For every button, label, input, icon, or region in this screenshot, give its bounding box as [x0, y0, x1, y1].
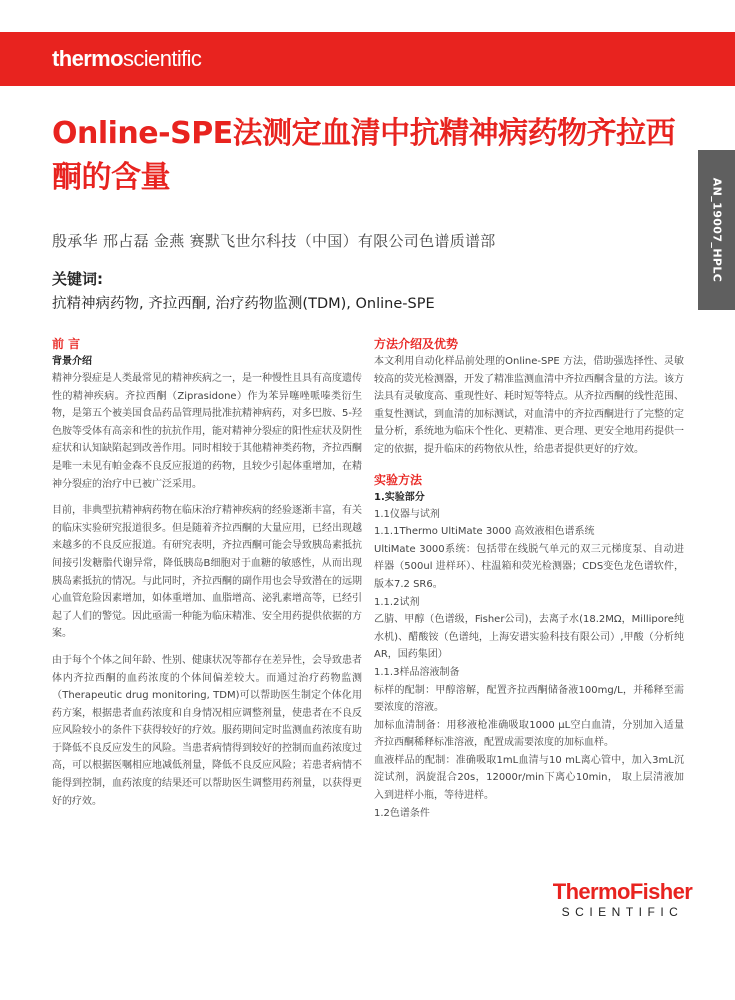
sample-prep-item: 加标血清制备：用移液枪准确吸取1000 μL空白血清，分别加入适量齐拉西酮稀释标准溶液，配置成需要浓度的加标血样。 [374, 719, 684, 749]
app-note-side-tab [698, 150, 735, 310]
experimental-methods-heading: 实验方法 [374, 472, 423, 487]
header-bar [0, 32, 735, 86]
left-column [52, 335, 362, 810]
keywords-label: 关键词: [52, 270, 103, 288]
brand-light: scientific [122, 46, 202, 71]
experimental-part-heading: 1.实验部分 [374, 491, 425, 503]
method-intro-paragraph: 本文利用自动化样品前处理的Online-SPE 方法，借助强选择性、灵敏较高的荧光检测器，开发了精准监测血清中齐拉西酮含量的方法。该方法具有灵敏度高、重现性好、耗时短等特点。从齐拉西酮的线性范围、重复性测试，到血清的加标测试，对血清中的齐拉西酮进行了完整的定量分析，系统地为临床个性化、更精准、更合理、更安全地用药提供一定的依据，提升临床的药物依从性，给患者提供更好的疗效。 [374, 356, 684, 455]
logo-line-1: ThermoFisher [552, 879, 693, 904]
section-1-1-2-text: 乙腈、甲醇（色谱级，Fisher公司)，去离子水(18.2MΩ，Millipore纯水机)、醋酸铵（色谱纯，上海安谱实验科技有限公司）,甲酸（分析纯AR，国药集团） [374, 614, 684, 661]
page-title: Online-SPE法测定血清中抗精神病药物齐拉西酮的含量 [52, 116, 676, 195]
background-subheading: 背景介绍 [52, 356, 92, 367]
background-paragraph-3: 由于每个个体之间年龄、性别、健康状况等都存在差异性，会导致患者体内齐拉西酮的血药浓度的个体间偏差较大。而通过治疗药物监测（Therapeutic drug monitoring, TDM)可以帮助医生制定个体化用药方案，根据患者血药浓度和自身情况相应调整剂量，使患者在不良反应风险较小的条件下获得较好的疗效。服药期间定时监测血药浓度有助于降低不良反应发生的风险。当患者病情得到较好的控制而血药浓度过高，可以根据医嘱相应地减低剂量，降低不良反应风险；若患者病情不能得到控制，血药浓度的结果还可以帮助医生调整用药剂量，以获得更好的疗效。 [52, 654, 362, 807]
section-1-1: 1.1仪器与试剂 [374, 508, 440, 520]
brand-bold: thermo [52, 46, 123, 71]
section-1-1-3: 1.1.3样品溶液制备 [374, 666, 460, 678]
section-1-1-1: 1.1.1Thermo UltiMate 3000 高效液相色谱系统 [374, 526, 595, 538]
right-column [374, 335, 684, 822]
section-1-2: 1.2色谱条件 [374, 807, 430, 819]
side-tab-label: AN_19007_HPLC [710, 177, 723, 283]
keywords-text: 抗精神病药物, 齐拉西酮, 治疗药物监测(TDM), Online-SPE [52, 296, 435, 312]
thermo-fisher-logo [540, 880, 705, 920]
section-1-1-1-text: UltiMate 3000系统：包括带在线脱气单元的双三元梯度泵、自动进样器（500ul 进样环）、柱温箱和荧光检测器；CDS变色龙色谱软件，版本7.2 SR6。 [374, 543, 684, 590]
sample-prep-item: 血液样品的配制：准确吸取1mL血清与10 mL离心管中，加入3mL沉淀试剂，涡旋混合20s，12000r/min下离心10min， 取上层清液加入到进样小瓶，等待进样。 [374, 754, 684, 802]
sample-prep-item: 标样的配制：甲醇溶解，配置齐拉西酮储备液100mg/L，并稀释至需要浓度的溶液。 [374, 684, 684, 714]
logo-line-2: SCIENTIFIC [561, 905, 684, 919]
preface-heading: 前 言 [52, 337, 81, 351]
method-intro-heading: 方法介绍及优势 [374, 337, 459, 351]
section-1-1-2: 1.1.2试剂 [374, 596, 420, 608]
thermo-scientific-logo [52, 46, 201, 72]
background-paragraph-1: 精神分裂症是人类最常见的精神疾病之一，是一种慢性且具有高度遗传性的精神疾病。齐拉西酮（Ziprasidone）作为苯异噻唑哌嗪类衍生物，是第五个被美国食品药品管理局批准抗精神病药，对多巴胺、5-羟色胺等受体有高亲和性的抗抗作用，能对精神分裂症的阳性症状及阴性症状和认知缺陷起到改善作用。同时相较于其他精神类药物，齐拉西酮是唯一未见有帕金森不良反应报道的药物，且较少引起体重增加，在精神分裂症的治疗中已被广泛采用。 [52, 373, 362, 490]
background-paragraph-2: 目前，非典型抗精神病药物在临床治疗精神疾病的经验逐渐丰富，有关的临床实验研究报道很多。但是随着齐拉西酮的大量应用，已经出现越来越多的不良反应报道。有研究表明，齐拉西酮可能会导致胰岛素抵抗间接引发糖脂代谢异常，降低胰岛B细胞对于血糖的敏感性，从而出现胰岛素抵抗的情况。与此同时，齐拉西酮的副作用也会导致潜在的远期心血管危险因素增加，如体重增加、血脂增高、泌乳素增高等，已经引起了人们的警觉。因此亟需一种能为临床精准、安全用药提供依据的方案。 [52, 505, 362, 640]
authors-line: 殷承华 邢占磊 金燕 赛默飞世尔科技（中国）有限公司色谱质谱部 [52, 232, 496, 250]
